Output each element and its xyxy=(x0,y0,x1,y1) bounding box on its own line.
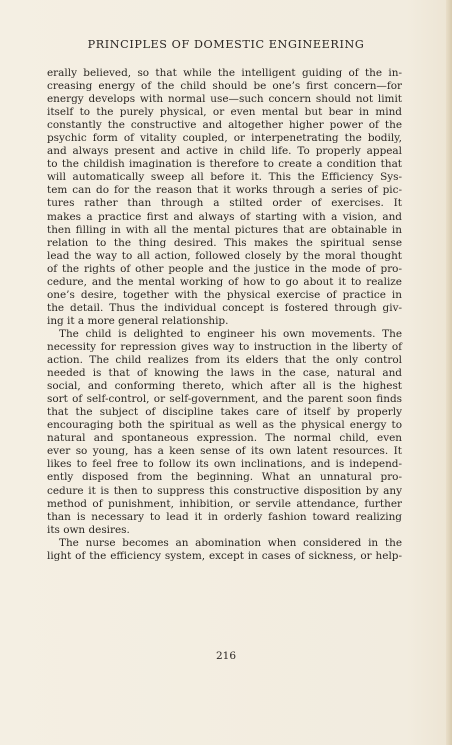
text-line: psychic form of vitality coupled, or interpenetrating the bodily, xyxy=(47,132,402,145)
text-line: light of the efficiency system, except in cases of sickness, or help- xyxy=(47,549,402,562)
paragraph-last-line: ing it a more general relationship. xyxy=(47,314,229,327)
text-line: of the rights of other people and the justice in the mode of pro- xyxy=(47,262,402,275)
text-line: itself to the purely physical, or even mental but bear in mind xyxy=(47,106,402,119)
text-line: then filling in with all the mental pictures that are obtainable in xyxy=(47,223,402,236)
page-edge xyxy=(446,0,452,745)
text-line: cedure, and the mental working of how to go about it to realize xyxy=(47,275,402,288)
text-line: tem can do for the reason that it works through a series of pic- xyxy=(47,184,402,197)
running-head: PRINCIPLES OF DOMESTIC ENGINEERING xyxy=(87,38,365,51)
text-line: erally believed, so that while the intelligent guiding of the in- xyxy=(47,67,402,79)
text-line: that the subject of discipline takes care of itself by properly xyxy=(47,406,402,419)
text-line: will automatically sweep all before it. This the Efficiency Sys- xyxy=(47,171,402,184)
text-line: likes to feel free to follow its own inclinations, and is independ- xyxy=(47,458,402,471)
text-line: ever so young, has a keen sense of its own latent resources. It xyxy=(47,445,402,458)
text-line: makes a practice first and always of starting with a vision, and xyxy=(47,210,402,223)
text-line: social, and conforming thereto, which after all is the highest xyxy=(47,380,402,393)
paragraph-last-line: its own desires. xyxy=(47,523,130,536)
text-line: and always present and active in child life. To properly appeal xyxy=(47,145,402,158)
body-text xyxy=(47,67,402,563)
paragraph-first-line: The nurse becomes an abomination when considered in the xyxy=(59,536,402,549)
text-line: needed is that of knowing the laws in the case, natural and xyxy=(47,367,402,380)
text-line: the detail. Thus the individual concept is fostered through giv- xyxy=(47,301,402,314)
text-line: sort of self-control, or self-government, and the parent soon finds xyxy=(47,393,402,406)
text-line: to the childish imagination is therefore to create a condition that xyxy=(47,158,402,171)
text-line: lead the way to all action, followed closely by the moral thought xyxy=(47,249,402,262)
text-line: constantly the constructive and altogether higher power of the xyxy=(47,119,402,132)
page-number: 216 xyxy=(215,650,237,662)
text-line: relation to the thing desired. This makes the spiritual sense xyxy=(47,236,402,249)
text-line: one’s desire, together with the physical exercise of practice in xyxy=(47,288,402,301)
paragraph-first-line: The child is delighted to engineer his own movements. The xyxy=(59,327,402,340)
text-line: creasing energy of the child should be one’s first concern—for xyxy=(47,80,402,93)
text-line: cedure it is then to suppress this constructive disposition by any xyxy=(47,484,402,497)
text-line: necessity for repression gives way to instruction in the liberty of xyxy=(47,340,402,353)
text-line: energy develops with normal use—such concern should not limit xyxy=(47,93,402,106)
text-line: tures rather than through a stilted order of exercises. It xyxy=(47,197,402,210)
text-line: ently disposed from the beginning. What an unnatural pro- xyxy=(47,471,402,484)
text-line: natural and spontaneous expression. The normal child, even xyxy=(47,432,402,445)
text-line: method of punishment, inhibition, or servile attendance, further xyxy=(47,497,402,510)
text-line: than is necessary to lead it in orderly fashion toward realizing xyxy=(47,510,402,523)
text-line: action. The child realizes from its elders that the only control xyxy=(47,354,402,367)
text-line: encouraging both the spiritual as well as the physical energy to xyxy=(47,419,402,432)
